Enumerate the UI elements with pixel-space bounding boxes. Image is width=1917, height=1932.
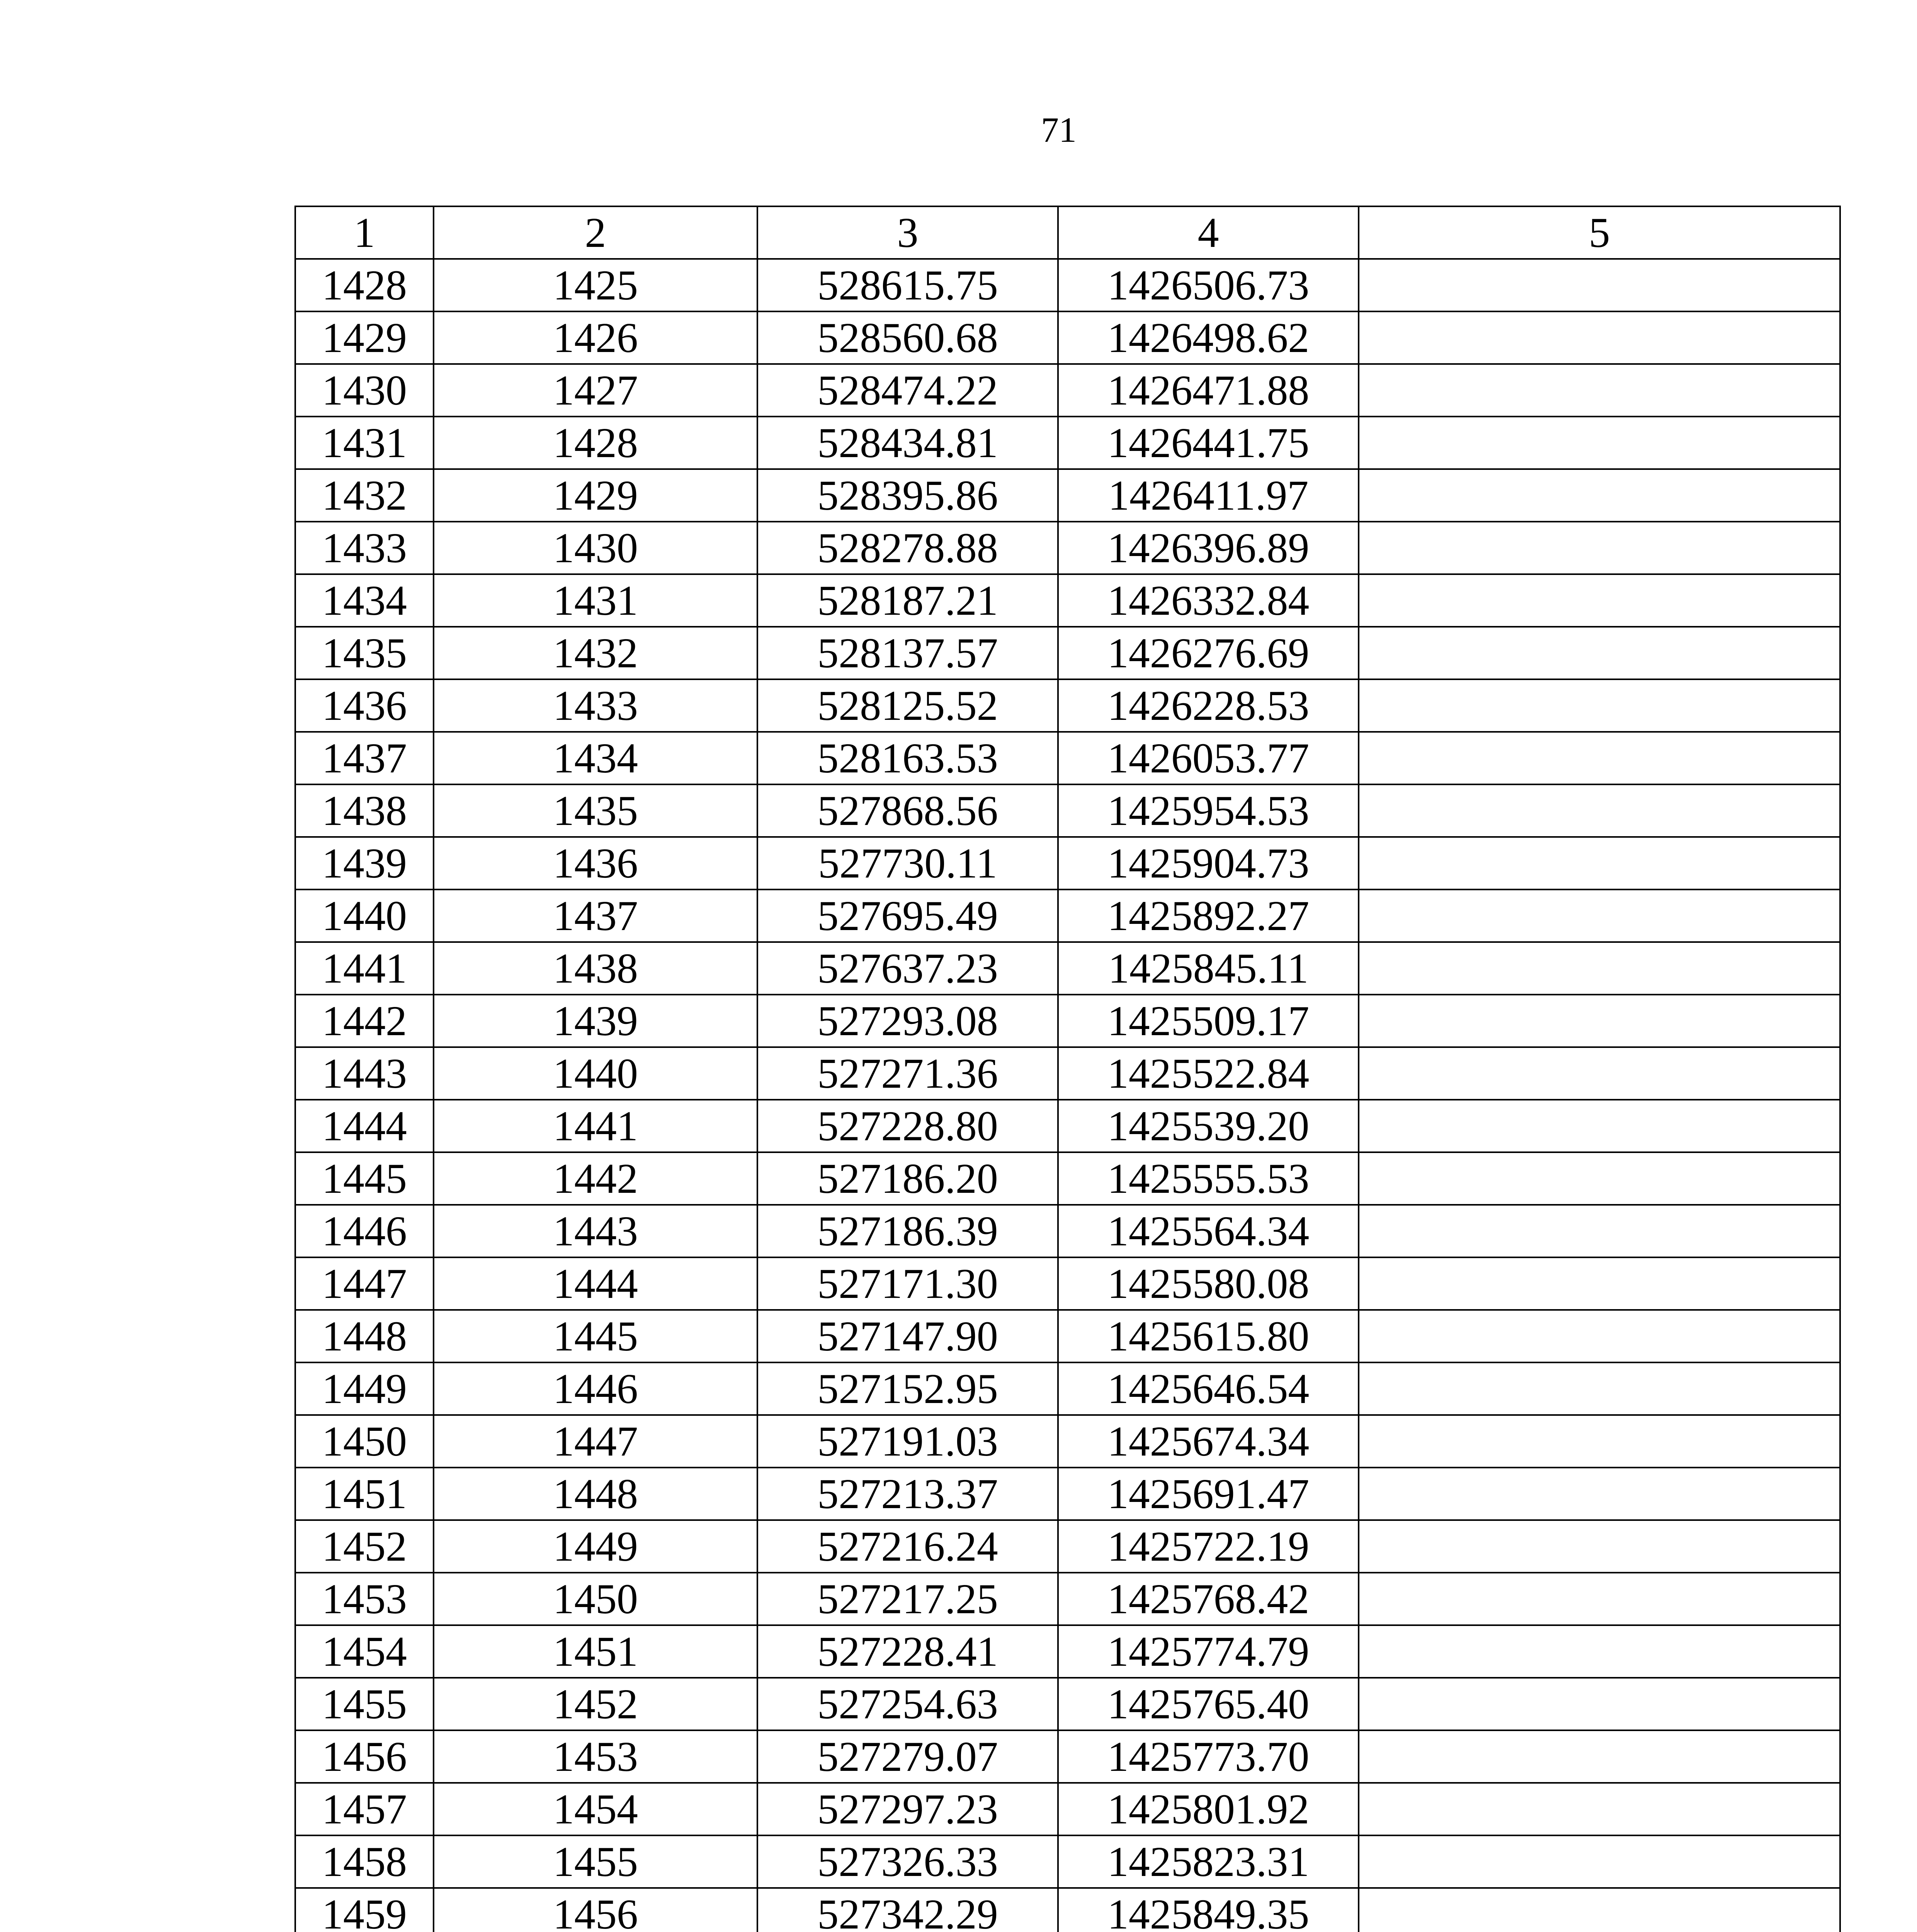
table-row xyxy=(295,1152,1840,1205)
point-number-cell: 1450 xyxy=(295,1415,434,1468)
source-number-cell: 1451 xyxy=(434,1625,757,1678)
coordinate-y-cell: 1425845.11 xyxy=(1058,942,1359,995)
note-cell xyxy=(1359,364,1840,417)
column-header-4: 4 xyxy=(1058,206,1359,259)
point-number-cell: 1456 xyxy=(295,1730,434,1783)
coordinate-x-cell: 528125.52 xyxy=(757,679,1058,732)
source-number-cell: 1446 xyxy=(434,1362,757,1415)
point-number-cell: 1444 xyxy=(295,1100,434,1152)
table-row xyxy=(295,522,1840,574)
coordinate-x-cell: 527342.29 xyxy=(757,1888,1058,1932)
source-number-cell: 1425 xyxy=(434,259,757,311)
coordinate-y-cell: 1426053.77 xyxy=(1058,732,1359,784)
coordinate-x-cell: 527171.30 xyxy=(757,1257,1058,1310)
coordinate-x-cell: 527228.80 xyxy=(757,1100,1058,1152)
point-number-cell: 1442 xyxy=(295,995,434,1047)
note-cell xyxy=(1359,837,1840,889)
coordinate-y-cell: 1425509.17 xyxy=(1058,995,1359,1047)
note-cell xyxy=(1359,784,1840,837)
source-number-cell: 1428 xyxy=(434,417,757,469)
source-number-cell: 1450 xyxy=(434,1573,757,1625)
coordinate-y-cell: 1426441.75 xyxy=(1058,417,1359,469)
note-cell xyxy=(1359,1047,1840,1100)
coordinate-x-cell: 528615.75 xyxy=(757,259,1058,311)
point-number-cell: 1435 xyxy=(295,627,434,679)
note-cell xyxy=(1359,732,1840,784)
point-number-cell: 1437 xyxy=(295,732,434,784)
point-number-cell: 1434 xyxy=(295,574,434,627)
table-row xyxy=(295,1783,1840,1835)
point-number-cell: 1436 xyxy=(295,679,434,732)
source-number-cell: 1448 xyxy=(434,1468,757,1520)
coordinate-x-cell: 527868.56 xyxy=(757,784,1058,837)
coordinate-y-cell: 1425892.27 xyxy=(1058,889,1359,942)
source-number-cell: 1442 xyxy=(434,1152,757,1205)
coordinate-x-cell: 528187.21 xyxy=(757,574,1058,627)
table-row xyxy=(295,1047,1840,1100)
note-cell xyxy=(1359,311,1840,364)
note-cell xyxy=(1359,995,1840,1047)
coordinate-x-cell: 527695.49 xyxy=(757,889,1058,942)
column-header-5: 5 xyxy=(1359,206,1840,259)
point-number-cell: 1438 xyxy=(295,784,434,837)
coordinate-x-cell: 527254.63 xyxy=(757,1678,1058,1730)
coordinate-y-cell: 1426506.73 xyxy=(1058,259,1359,311)
table-row xyxy=(295,1468,1840,1520)
coordinate-y-cell: 1425954.53 xyxy=(1058,784,1359,837)
note-cell xyxy=(1359,679,1840,732)
table-row xyxy=(295,889,1840,942)
source-number-cell: 1444 xyxy=(434,1257,757,1310)
coordinate-y-cell: 1425646.54 xyxy=(1058,1362,1359,1415)
table-row xyxy=(295,311,1840,364)
coordinate-x-cell: 527271.36 xyxy=(757,1047,1058,1100)
coordinate-x-cell: 527637.23 xyxy=(757,942,1058,995)
coordinate-y-cell: 1426411.97 xyxy=(1058,469,1359,522)
table-row xyxy=(295,995,1840,1047)
source-number-cell: 1452 xyxy=(434,1678,757,1730)
table-row xyxy=(295,1573,1840,1625)
note-cell xyxy=(1359,1310,1840,1362)
source-number-cell: 1433 xyxy=(434,679,757,732)
table-row xyxy=(295,1257,1840,1310)
table-row xyxy=(295,942,1840,995)
source-number-cell: 1432 xyxy=(434,627,757,679)
point-number-cell: 1455 xyxy=(295,1678,434,1730)
point-number-cell: 1440 xyxy=(295,889,434,942)
coordinate-y-cell: 1426471.88 xyxy=(1058,364,1359,417)
column-header-3: 3 xyxy=(757,206,1058,259)
table-row xyxy=(295,574,1840,627)
coordinate-x-cell: 528474.22 xyxy=(757,364,1058,417)
table-row xyxy=(295,627,1840,679)
coordinate-x-cell: 527152.95 xyxy=(757,1362,1058,1415)
point-number-cell: 1445 xyxy=(295,1152,434,1205)
table-row xyxy=(295,1415,1840,1468)
coordinate-y-cell: 1425765.40 xyxy=(1058,1678,1359,1730)
coordinate-y-cell: 1425691.47 xyxy=(1058,1468,1359,1520)
table-row xyxy=(295,417,1840,469)
coordinate-y-cell: 1425773.70 xyxy=(1058,1730,1359,1783)
coordinate-x-cell: 527186.39 xyxy=(757,1205,1058,1257)
point-number-cell: 1443 xyxy=(295,1047,434,1100)
coordinate-x-cell: 528560.68 xyxy=(757,311,1058,364)
coordinate-x-cell: 527191.03 xyxy=(757,1415,1058,1468)
table-row xyxy=(295,259,1840,311)
source-number-cell: 1438 xyxy=(434,942,757,995)
point-number-cell: 1446 xyxy=(295,1205,434,1257)
table-row xyxy=(295,837,1840,889)
note-cell xyxy=(1359,417,1840,469)
coordinate-x-cell: 527216.24 xyxy=(757,1520,1058,1573)
source-number-cell: 1443 xyxy=(434,1205,757,1257)
point-number-cell: 1452 xyxy=(295,1520,434,1573)
coordinate-x-cell: 528395.86 xyxy=(757,469,1058,522)
point-number-cell: 1453 xyxy=(295,1573,434,1625)
source-number-cell: 1455 xyxy=(434,1835,757,1888)
coordinate-x-cell: 528137.57 xyxy=(757,627,1058,679)
note-cell xyxy=(1359,1257,1840,1310)
coordinate-x-cell: 527186.20 xyxy=(757,1152,1058,1205)
coordinate-y-cell: 1425722.19 xyxy=(1058,1520,1359,1573)
source-number-cell: 1436 xyxy=(434,837,757,889)
point-number-cell: 1457 xyxy=(295,1783,434,1835)
point-number-cell: 1458 xyxy=(295,1835,434,1888)
table-row xyxy=(295,1100,1840,1152)
note-cell xyxy=(1359,522,1840,574)
source-number-cell: 1445 xyxy=(434,1310,757,1362)
table-row xyxy=(295,1362,1840,1415)
source-number-cell: 1435 xyxy=(434,784,757,837)
coordinate-y-cell: 1425555.53 xyxy=(1058,1152,1359,1205)
table-row xyxy=(295,364,1840,417)
coordinate-y-cell: 1425849.35 xyxy=(1058,1888,1359,1932)
note-cell xyxy=(1359,1783,1840,1835)
point-number-cell: 1451 xyxy=(295,1468,434,1520)
source-number-cell: 1431 xyxy=(434,574,757,627)
source-number-cell: 1456 xyxy=(434,1888,757,1932)
header-row xyxy=(295,206,1840,259)
coordinate-x-cell: 527213.37 xyxy=(757,1468,1058,1520)
coordinate-y-cell: 1425674.34 xyxy=(1058,1415,1359,1468)
coordinate-y-cell: 1426276.69 xyxy=(1058,627,1359,679)
coordinate-y-cell: 1425768.42 xyxy=(1058,1573,1359,1625)
coordinate-x-cell: 527297.23 xyxy=(757,1783,1058,1835)
note-cell xyxy=(1359,1835,1840,1888)
coordinate-x-cell: 528278.88 xyxy=(757,522,1058,574)
coordinate-y-cell: 1425615.80 xyxy=(1058,1310,1359,1362)
coordinate-x-cell: 527730.11 xyxy=(757,837,1058,889)
table-row xyxy=(295,1835,1840,1888)
point-number-cell: 1428 xyxy=(295,259,434,311)
point-number-cell: 1429 xyxy=(295,311,434,364)
coordinates-table xyxy=(294,206,1841,1932)
coordinate-y-cell: 1425904.73 xyxy=(1058,837,1359,889)
coordinate-y-cell: 1426332.84 xyxy=(1058,574,1359,627)
point-number-cell: 1448 xyxy=(295,1310,434,1362)
source-number-cell: 1437 xyxy=(434,889,757,942)
note-cell xyxy=(1359,1152,1840,1205)
coordinate-y-cell: 1425539.20 xyxy=(1058,1100,1359,1152)
coordinate-y-cell: 1425522.84 xyxy=(1058,1047,1359,1100)
coordinate-x-cell: 527293.08 xyxy=(757,995,1058,1047)
table-row xyxy=(295,1520,1840,1573)
table-row xyxy=(295,1678,1840,1730)
point-number-cell: 1441 xyxy=(295,942,434,995)
note-cell xyxy=(1359,259,1840,311)
note-cell xyxy=(1359,1468,1840,1520)
coordinate-y-cell: 1425823.31 xyxy=(1058,1835,1359,1888)
note-cell xyxy=(1359,1678,1840,1730)
point-number-cell: 1433 xyxy=(295,522,434,574)
table-row xyxy=(295,1888,1840,1932)
table-body xyxy=(295,259,1840,1932)
note-cell xyxy=(1359,889,1840,942)
coordinate-y-cell: 1426228.53 xyxy=(1058,679,1359,732)
table-row xyxy=(295,1730,1840,1783)
coordinate-y-cell: 1426396.89 xyxy=(1058,522,1359,574)
source-number-cell: 1434 xyxy=(434,732,757,784)
column-header-2: 2 xyxy=(434,206,757,259)
point-number-cell: 1449 xyxy=(295,1362,434,1415)
page-number: 71 xyxy=(1041,110,1077,150)
point-number-cell: 1454 xyxy=(295,1625,434,1678)
table-row xyxy=(295,732,1840,784)
source-number-cell: 1440 xyxy=(434,1047,757,1100)
coordinate-x-cell: 527326.33 xyxy=(757,1835,1058,1888)
coordinate-x-cell: 527147.90 xyxy=(757,1310,1058,1362)
coordinate-y-cell: 1425564.34 xyxy=(1058,1205,1359,1257)
source-number-cell: 1454 xyxy=(434,1783,757,1835)
table-row xyxy=(295,1625,1840,1678)
point-number-cell: 1432 xyxy=(295,469,434,522)
source-number-cell: 1453 xyxy=(434,1730,757,1783)
source-number-cell: 1426 xyxy=(434,311,757,364)
note-cell xyxy=(1359,1573,1840,1625)
point-number-cell: 1431 xyxy=(295,417,434,469)
note-cell xyxy=(1359,1888,1840,1932)
note-cell xyxy=(1359,1730,1840,1783)
coordinate-x-cell: 527217.25 xyxy=(757,1573,1058,1625)
table-row xyxy=(295,1310,1840,1362)
coordinate-y-cell: 1425774.79 xyxy=(1058,1625,1359,1678)
source-number-cell: 1439 xyxy=(434,995,757,1047)
coordinate-x-cell: 527279.07 xyxy=(757,1730,1058,1783)
coordinate-x-cell: 527228.41 xyxy=(757,1625,1058,1678)
note-cell xyxy=(1359,1205,1840,1257)
table-row xyxy=(295,784,1840,837)
source-number-cell: 1430 xyxy=(434,522,757,574)
source-number-cell: 1441 xyxy=(434,1100,757,1152)
table-row xyxy=(295,679,1840,732)
note-cell xyxy=(1359,1362,1840,1415)
source-number-cell: 1429 xyxy=(434,469,757,522)
table-header xyxy=(295,206,1840,259)
source-number-cell: 1427 xyxy=(434,364,757,417)
note-cell xyxy=(1359,1415,1840,1468)
table-row xyxy=(295,469,1840,522)
note-cell xyxy=(1359,1100,1840,1152)
coordinate-y-cell: 1426498.62 xyxy=(1058,311,1359,364)
point-number-cell: 1439 xyxy=(295,837,434,889)
coordinate-x-cell: 528434.81 xyxy=(757,417,1058,469)
point-number-cell: 1459 xyxy=(295,1888,434,1932)
source-number-cell: 1447 xyxy=(434,1415,757,1468)
note-cell xyxy=(1359,627,1840,679)
note-cell xyxy=(1359,574,1840,627)
column-header-1: 1 xyxy=(295,206,434,259)
source-number-cell: 1449 xyxy=(434,1520,757,1573)
point-number-cell: 1430 xyxy=(295,364,434,417)
coordinate-y-cell: 1425580.08 xyxy=(1058,1257,1359,1310)
note-cell xyxy=(1359,942,1840,995)
point-number-cell: 1447 xyxy=(295,1257,434,1310)
note-cell xyxy=(1359,1625,1840,1678)
note-cell xyxy=(1359,469,1840,522)
coordinate-x-cell: 528163.53 xyxy=(757,732,1058,784)
coordinate-y-cell: 1425801.92 xyxy=(1058,1783,1359,1835)
table-row xyxy=(295,1205,1840,1257)
note-cell xyxy=(1359,1520,1840,1573)
